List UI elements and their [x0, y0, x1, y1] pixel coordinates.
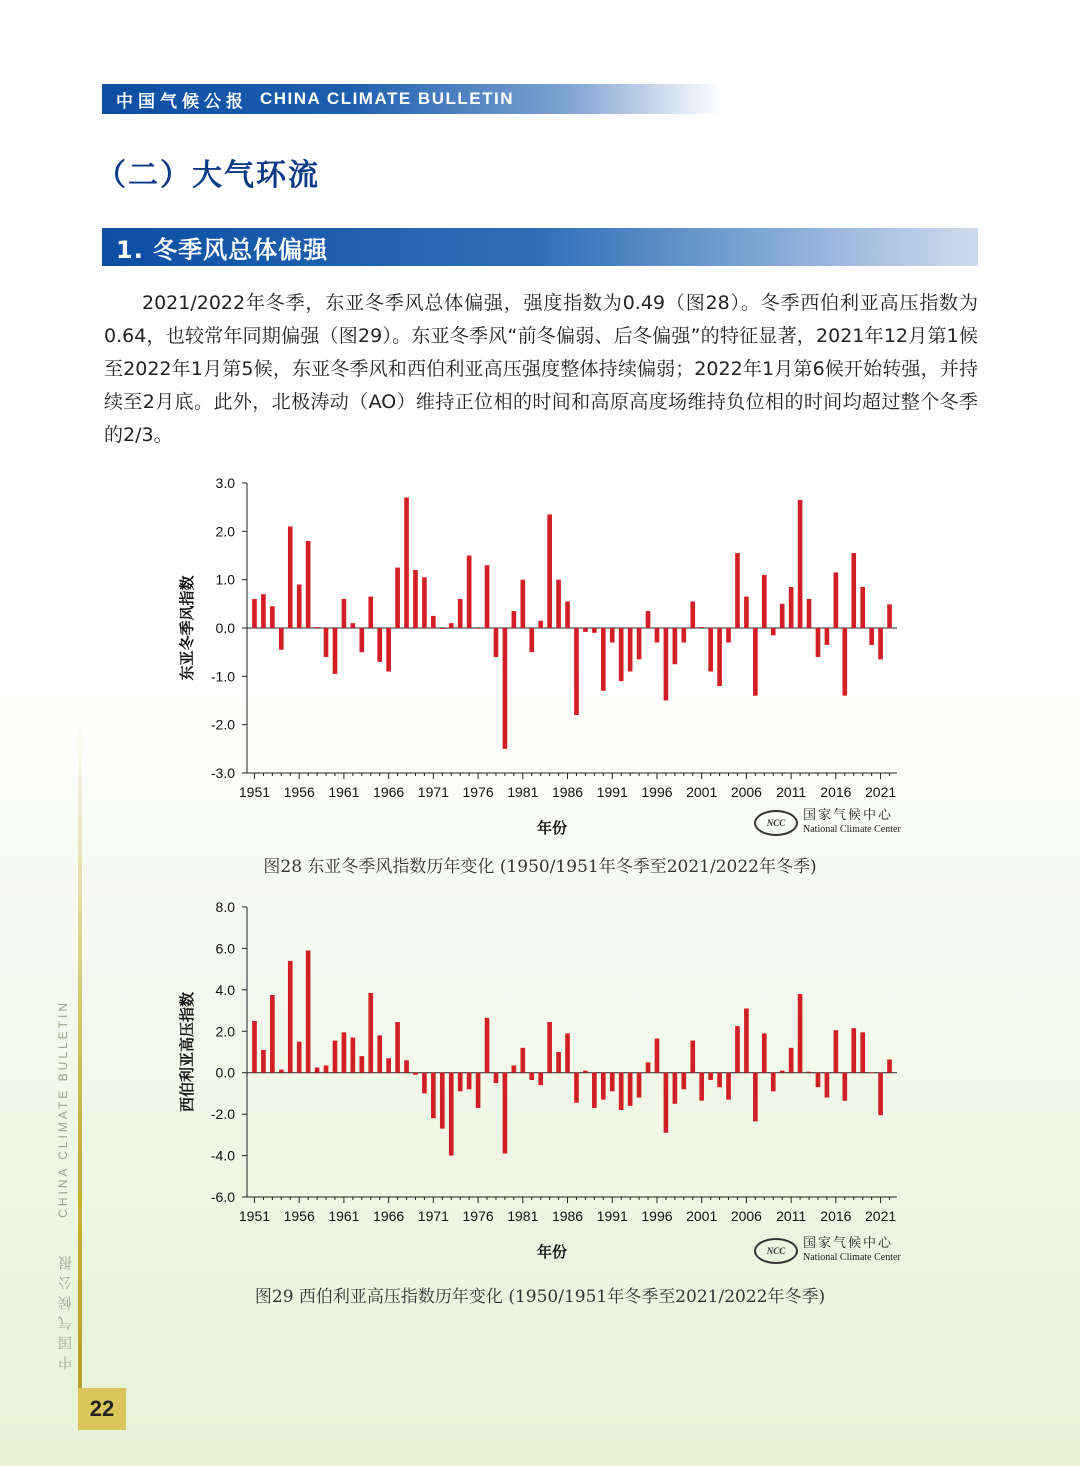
bar [574, 628, 579, 715]
bar [324, 1065, 329, 1072]
bar [440, 628, 445, 629]
bar [860, 587, 865, 628]
bar [878, 628, 883, 659]
bar [887, 604, 892, 628]
bar [762, 575, 767, 628]
caption-fig28: 图28 东亚冬季风指数历年变化 (1950/1951年冬季至2021/2022年冬季) [263, 857, 817, 877]
bar [825, 628, 830, 645]
bar [359, 628, 364, 652]
bar [556, 1052, 561, 1073]
bar [583, 628, 588, 632]
bar [771, 1073, 776, 1092]
bar [798, 500, 803, 628]
bar [878, 1073, 883, 1115]
x-axis-label: 年份 [536, 819, 568, 837]
x-tick-label: 1976 [462, 784, 494, 800]
bar [744, 1009, 749, 1073]
bar [842, 628, 847, 696]
bar [574, 1073, 579, 1103]
bar [449, 1073, 454, 1156]
x-tick-label: 2021 [865, 1208, 897, 1224]
bar [351, 1038, 356, 1073]
bar [673, 628, 678, 664]
bar [386, 1058, 391, 1073]
subsection-title: 1. 冬季风总体偏强 [116, 235, 329, 264]
y-tick-label: -3.0 [210, 765, 235, 781]
bar [359, 1056, 364, 1073]
bar [503, 1073, 508, 1154]
bar [771, 628, 776, 635]
bar [780, 1071, 785, 1073]
ncc-emblem: NCC [754, 1238, 798, 1264]
y-tick-label: 1.0 [215, 571, 235, 588]
bar [708, 628, 713, 672]
x-tick-label: 2016 [820, 784, 852, 800]
bar [556, 580, 561, 628]
bar [431, 1073, 436, 1119]
x-tick-label: 1961 [328, 784, 360, 800]
y-axis-label: 东亚冬季风指数 [178, 575, 196, 681]
bar [252, 599, 257, 628]
bar [842, 1073, 847, 1101]
bar [789, 587, 794, 628]
y-tick-label: 2.0 [215, 1023, 235, 1040]
chart-fig28-svg [160, 468, 920, 848]
bar [565, 1033, 570, 1072]
side-decor-bar [78, 720, 82, 1390]
bar [261, 1050, 266, 1073]
x-tick-label: 1981 [507, 784, 539, 800]
bar [261, 594, 266, 628]
bar [798, 994, 803, 1073]
bar [476, 1073, 481, 1108]
x-tick-label: 2001 [686, 1208, 718, 1224]
bar [851, 553, 856, 628]
x-tick-label: 2021 [865, 784, 897, 800]
x-tick-label: 1971 [417, 1208, 449, 1224]
bar [306, 541, 311, 628]
body-paragraph: 2021/2022年冬季，东亚冬季风总体偏强，强度指数为0.49（图28）。冬季西伯利亚高压指数为0.64，也较常年同期偏强（图29）。东亚冬季风“前冬偏弱、后冬偏强”的特征显著，2021年12月第1候至2022年1月第5候，东亚冬季风和西伯利亚高压强度整体持续偏弱；2022年1月第6候开始转强，并持续至2月底。此外，北极涛动（AO）维持正位相的时间和高原高度场维持负位相的时间均超过整个冬季的2/3。 [104, 292, 978, 446]
chart-fig29-svg [160, 892, 920, 1272]
bar [619, 1073, 624, 1110]
y-tick-label: -4.0 [210, 1147, 235, 1164]
bar [270, 606, 275, 628]
bar [395, 1022, 400, 1073]
bar [655, 1039, 660, 1073]
x-tick-label: 1996 [641, 1208, 673, 1224]
bar [735, 553, 740, 628]
bar [717, 1073, 722, 1088]
x-tick-label: 2001 [686, 784, 718, 800]
x-tick-label: 1956 [283, 1208, 315, 1224]
x-tick-label: 1976 [462, 1208, 494, 1224]
bar [306, 951, 311, 1073]
bar [646, 611, 651, 628]
bar [404, 1060, 409, 1072]
bar [458, 1073, 463, 1092]
y-tick-label: 6.0 [215, 940, 235, 957]
bar [315, 1068, 320, 1073]
bar [681, 1073, 686, 1090]
bar [485, 565, 490, 628]
bar [449, 623, 454, 628]
y-tick-label: 8.0 [215, 899, 235, 915]
bar [538, 621, 543, 628]
x-tick-label: 1981 [507, 1208, 539, 1224]
bar [351, 623, 356, 628]
bar [610, 1073, 615, 1092]
caption-fig29: 图29 西伯利亚高压指数历年变化 (1950/1951年冬季至2021/2022年冬季) [254, 1287, 826, 1307]
ncc-name-cn: 国家气候中心 [803, 808, 894, 823]
ncc-emblem: NCC [754, 810, 798, 836]
x-tick-label: 1951 [238, 1208, 271, 1224]
bar [413, 1073, 418, 1075]
bar [440, 1073, 445, 1129]
y-tick-label: 2.0 [215, 523, 235, 540]
x-tick-label: 1966 [373, 1208, 405, 1224]
bar [780, 604, 785, 628]
x-tick-label: 1951 [238, 784, 271, 800]
x-tick-label: 2011 [776, 1208, 807, 1224]
bar [547, 514, 552, 628]
bar [252, 1021, 257, 1073]
bar [520, 580, 525, 628]
bar [637, 628, 642, 659]
x-tick-label: 1956 [283, 784, 315, 800]
bar [279, 1070, 284, 1073]
x-tick-label: 1991 [596, 1208, 628, 1224]
bar [288, 961, 293, 1073]
bar [565, 601, 570, 628]
bar [386, 628, 391, 672]
bar [807, 599, 812, 628]
bar [467, 1073, 472, 1090]
bar [646, 1062, 651, 1072]
bar [368, 993, 373, 1073]
bar [655, 628, 660, 643]
x-tick-label: 1966 [373, 784, 405, 800]
bar [422, 1073, 427, 1094]
x-tick-label: 1971 [417, 784, 449, 800]
bar [681, 628, 686, 643]
x-tick-label: 1996 [641, 784, 673, 800]
bar [664, 628, 669, 701]
bar [538, 1073, 543, 1085]
bar [583, 1071, 588, 1073]
bar [789, 1048, 794, 1073]
bar [592, 628, 597, 633]
header-title-cn: 中国气候公报 [116, 91, 248, 112]
bar [592, 1073, 597, 1108]
bar [834, 1030, 839, 1072]
y-tick-label: -1.0 [210, 668, 235, 685]
bar [512, 611, 517, 628]
bar [377, 1035, 382, 1072]
bar [816, 628, 821, 657]
bar [628, 1073, 633, 1106]
bar [762, 1033, 767, 1072]
bar [690, 1041, 695, 1073]
bar [342, 1032, 347, 1072]
bar [807, 1072, 812, 1073]
bar [735, 1026, 740, 1073]
bar [368, 597, 373, 628]
bar [279, 628, 284, 650]
bar [869, 628, 874, 645]
bar [664, 1073, 669, 1133]
bar [816, 1073, 821, 1088]
bar [753, 1073, 758, 1122]
bar [601, 628, 606, 691]
bar [708, 1073, 713, 1080]
chart-fig29 [160, 892, 920, 1272]
page-number: 22 [78, 1388, 126, 1430]
y-tick-label: 4.0 [215, 981, 235, 998]
y-tick-label: -2.0 [210, 1106, 235, 1123]
bar [476, 628, 481, 629]
bar [467, 556, 472, 629]
bar [377, 628, 382, 662]
bar [529, 628, 534, 652]
bar [431, 616, 436, 628]
x-tick-label: 2016 [820, 1208, 852, 1224]
bar [834, 572, 839, 628]
bar [860, 1032, 865, 1072]
bar [512, 1065, 517, 1072]
bar [333, 1041, 338, 1073]
y-tick-label: -2.0 [210, 716, 235, 733]
side-title-en: CHINA CLIMATE BULLETIN [56, 1000, 70, 1218]
bar [297, 1042, 302, 1073]
bar [717, 628, 722, 686]
x-tick-label: 1991 [596, 784, 628, 800]
bar [342, 599, 347, 628]
bar [494, 628, 499, 657]
x-tick-label: 2006 [730, 1208, 762, 1224]
bar [699, 627, 704, 628]
bar [869, 1072, 874, 1073]
y-axis-label: 西伯利亚高压指数 [178, 991, 196, 1113]
ncc-logo-fig28 [754, 809, 901, 837]
x-tick-label: 2006 [730, 784, 762, 800]
bar [485, 1018, 490, 1073]
bar [628, 628, 633, 672]
bar [413, 570, 418, 628]
x-tick-label: 2011 [776, 784, 807, 800]
bar [270, 995, 275, 1073]
bar [726, 1073, 731, 1100]
x-tick-label: 1961 [328, 1208, 360, 1224]
y-tick-label: 3.0 [215, 475, 235, 491]
bar [699, 1073, 704, 1101]
ncc-name-en: National Climate Center [803, 824, 901, 835]
bar [395, 568, 400, 628]
ncc-logo-fig29 [754, 1237, 901, 1265]
section-title: （二）大气环流 [96, 158, 320, 193]
bar [503, 628, 508, 749]
bar [637, 1073, 642, 1098]
bar [520, 1048, 525, 1073]
subsection-band [102, 228, 978, 266]
bar [610, 628, 615, 643]
bar [601, 1073, 606, 1100]
bar [825, 1073, 830, 1098]
bar [744, 597, 749, 628]
bar [404, 498, 409, 629]
y-tick-label: -6.0 [210, 1189, 235, 1205]
bar [297, 585, 302, 629]
bar [494, 1073, 499, 1083]
bar [458, 599, 463, 628]
y-tick-label: 0.0 [215, 620, 235, 636]
x-axis-label: 年份 [536, 1243, 568, 1261]
chart-fig28 [160, 468, 920, 848]
bar [324, 628, 329, 657]
bar [726, 628, 731, 643]
bar [333, 628, 338, 674]
ncc-name-cn: 国家气候中心 [803, 1236, 894, 1251]
x-tick-label: 1986 [551, 784, 584, 800]
bar [753, 628, 758, 696]
ncc-name-en: National Climate Center [803, 1252, 901, 1263]
bar [619, 628, 624, 681]
x-tick-label: 1986 [551, 1208, 584, 1224]
y-tick-label: 0.0 [215, 1064, 235, 1081]
bar [673, 1073, 678, 1104]
bar [851, 1028, 856, 1073]
bar [887, 1059, 892, 1072]
bar [315, 627, 320, 628]
side-title-cn: 中国气候公报 [58, 1250, 74, 1370]
bar [547, 1022, 552, 1073]
bar [529, 1073, 534, 1080]
header-band [102, 84, 722, 114]
bar [288, 527, 293, 629]
bar [690, 601, 695, 628]
header-title-en: CHINA CLIMATE BULLETIN [260, 89, 514, 108]
bar [422, 577, 427, 628]
